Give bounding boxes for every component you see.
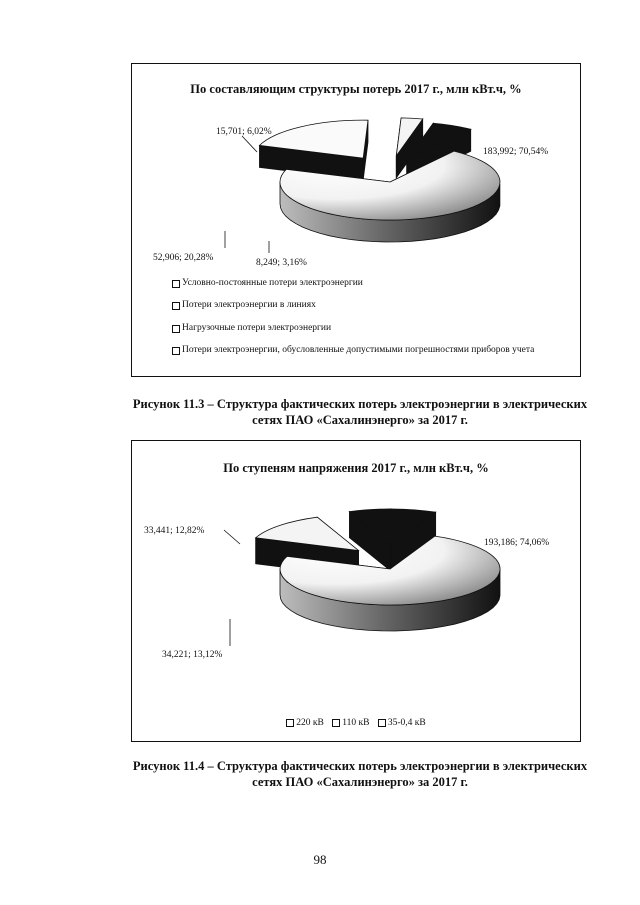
legend-label: Потери электроэнергии, обусловленные допустимыми погрешностями приборов учета	[182, 345, 535, 356]
legend-1	[172, 278, 572, 368]
caption-line: Рисунок 11.4 – Структура фактических потерь электроэнергии в электрических	[132, 759, 588, 773]
legend-swatch	[378, 719, 386, 727]
legend-label: Нагрузочные потери электроэнергии	[182, 322, 332, 333]
legend-swatch	[332, 719, 340, 727]
chart-title-2: По ступеням напряжения 2017 г., млн кВт.ч, %	[223, 461, 489, 475]
legend-swatch	[172, 302, 180, 310]
chart-title-1: По составляющим структуры потерь 2017 г., млн кВт.ч, %	[190, 82, 522, 96]
chart-frame-1	[131, 63, 581, 377]
legend-label: 110 кВ	[342, 718, 370, 728]
legend-swatch	[286, 719, 294, 727]
legend-2	[132, 718, 580, 728]
legend-item	[172, 345, 572, 355]
legend-item	[378, 718, 426, 728]
legend-label: 220 кВ	[296, 718, 324, 728]
data-label-2-0: 193,186; 74,06%	[484, 538, 550, 548]
data-label-1-3: 15,701; 6,02%	[216, 127, 272, 137]
legend-swatch	[172, 347, 180, 355]
legend-item	[172, 300, 572, 310]
data-label-1-1: 52,906; 20,28%	[153, 253, 214, 263]
legend-swatch	[172, 280, 180, 288]
page-number: 98	[313, 852, 327, 867]
pie-chart-2	[132, 441, 580, 741]
legend-item	[286, 718, 324, 728]
data-label-2-1: 34,221; 13,12%	[162, 650, 223, 660]
data-label-2-2: 33,441; 12,82%	[144, 526, 205, 536]
leader-line-2-2	[224, 530, 240, 544]
leader-line-1-3	[242, 136, 257, 152]
chart-frame-2	[131, 440, 581, 742]
caption-line: сетях ПАО «Сахалинэнерго» за 2017 г.	[252, 775, 468, 790]
figure-caption-2	[100, 758, 620, 791]
figure-caption-1	[100, 396, 620, 429]
legend-label: 35-0,4 кВ	[387, 718, 426, 728]
legend-item	[332, 718, 369, 728]
legend-swatch	[172, 325, 180, 333]
legend-label: Условно-постоянные потери электроэнергии	[182, 278, 363, 288]
legend-item	[172, 278, 572, 288]
legend-label: Потери электроэнергии в линиях	[182, 300, 316, 311]
data-label-1-2: 8,249; 3,16%	[256, 258, 307, 268]
legend-item	[172, 323, 572, 333]
data-label-1-0: 183,992; 70,54%	[483, 147, 549, 157]
caption-line: Рисунок 11.3 – Структура фактических потерь электроэнергии в электрических	[132, 397, 588, 411]
caption-line: сетях ПАО «Сахалинэнерго» за 2017 г.	[252, 413, 468, 428]
